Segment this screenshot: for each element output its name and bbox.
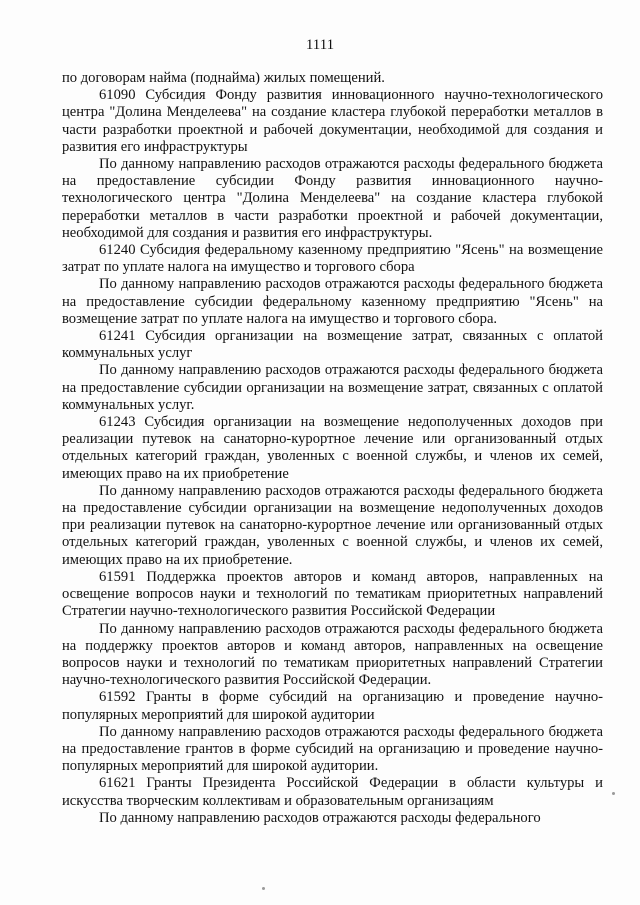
paragraph-description-61591: По данному направлению расходов отражаются расходы федерального бюджета на поддержку проектов авторов и команд авторов, направленных на освещение вопросов науки и технологий по тематикам приоритетных направлений Стратегии научно-технологического развития Российской Федерации. (62, 620, 603, 689)
scan-speck (612, 792, 615, 795)
document-body (62, 70, 603, 827)
paragraph-code-61240: 61240 Субсидия федеральному казенному предприятию "Ясень" на возмещение затрат по уплате налога на имущество и торгового сбора (62, 242, 603, 276)
paragraph-description-61090: По данному направлению расходов отражаются расходы федерального бюджета на предоставление субсидии Фонду развития инновационного научно-технологического центра "Долина Менделеева" на создание кластера глубокой переработки металлов в части разработки проектной и рабочей документации, необходимой для создания и развития его инфраструктуры. (62, 156, 603, 241)
paragraph-code-61241: 61241 Субсидия организации на возмещение затрат, связанных с оплатой коммунальных услуг (62, 328, 603, 362)
scan-speck (262, 887, 265, 890)
paragraph-description-61592: По данному направлению расходов отражаются расходы федерального бюджета на предоставление грантов в форме субсидий на организацию и проведение научно-популярных мероприятий для широкой аудитории. (62, 723, 603, 775)
paragraph-continuation: по договорам найма (поднайма) жилых помещений. (62, 70, 385, 86)
paragraph-code-61621: 61621 Гранты Президента Российской Федерации в области культуры и искусства творческим коллективам и образовательным организациям (62, 775, 603, 809)
paragraph-description-61243: По данному направлению расходов отражаются расходы федерального бюджета на предоставление субсидии организации на возмещение недополученных доходов при реализации путевок на санаторно-курортное лечение или организованный отдых отдельных категорий граждан, уволенных с военной службы, и членов их семей, имеющих право на их приобретение. (62, 482, 603, 568)
paragraph-code-61591: 61591 Поддержка проектов авторов и команд авторов, направленных на освещение вопросов науки и технологий по тематикам приоритетных направлений Стратегии научно-технологического развития Российской Федерации (62, 568, 603, 620)
paragraph-description-61240: По данному направлению расходов отражаются расходы федерального бюджета на предоставление субсидии федеральному казенному предприятию "Ясень" на возмещение затрат по уплате налога на имущество и торгового сбора. (62, 276, 603, 327)
paragraph-code-61592: 61592 Гранты в форме субсидий на организацию и проведение научно-популярных мероприятий для широкой аудитории (62, 689, 603, 723)
page-number: 1111 (305, 37, 335, 53)
paragraph-description-61621: По данному направлению расходов отражаются расходы федерального (99, 809, 541, 826)
paragraph-code-61090: 61090 Субсидия Фонду развития инновационного научно-технологического центра "Долина Менделеева" на создание кластера глубокой переработки металлов в части разработки проектной и рабочей документации, необходимой для создания и развития его инфраструктуры (62, 87, 603, 155)
paragraph-code-61243: 61243 Субсидия организации на возмещение недополученных доходов при реализации путевок на санаторно-курортное лечение или организованный отдых отдельных категорий граждан, уволенных с военной службы, и членов их семей, имеющих право на их приобретение (62, 414, 603, 482)
paragraph-description-61241: По данному направлению расходов отражаются расходы федерального бюджета на предоставление субсидии организации на возмещение затрат, связанных с оплатой коммунальных услуг. (62, 362, 603, 413)
